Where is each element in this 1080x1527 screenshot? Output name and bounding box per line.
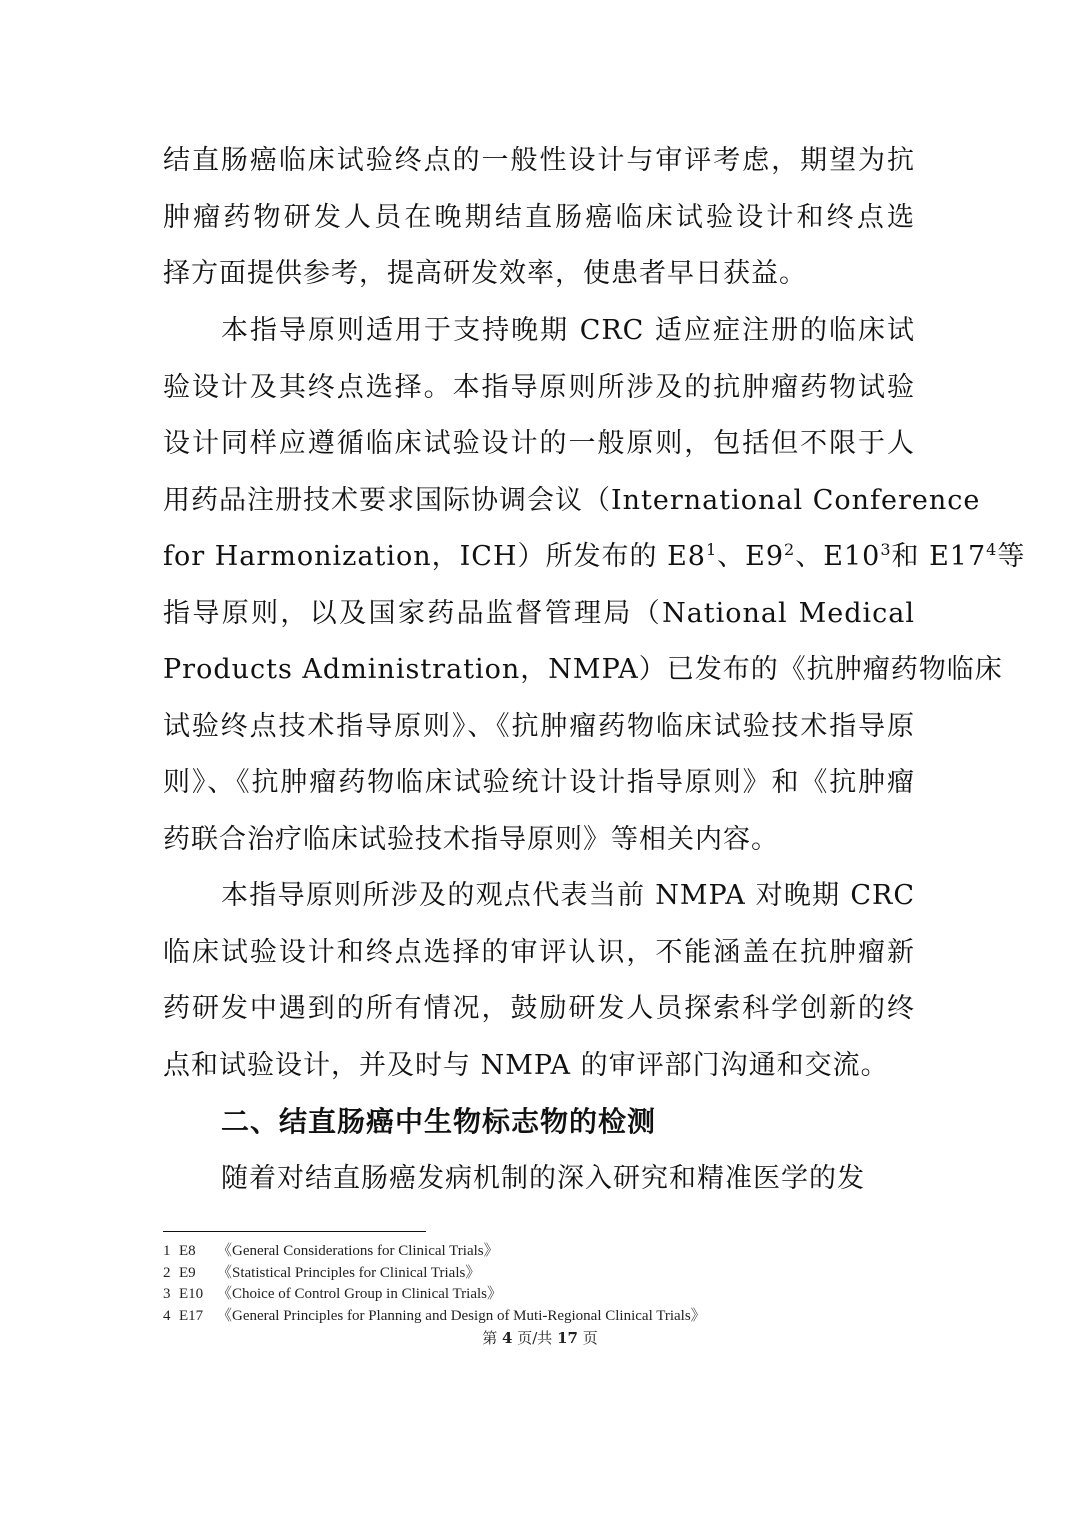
paragraph-line: 随着对结直肠癌发病机制的深入研究和精准医学的发 <box>221 1163 865 1194</box>
page-number <box>0 1327 1080 1349</box>
paragraph-line: 用药品注册技术要求国际协调会议（International Conference <box>163 485 981 516</box>
footnote <box>163 1283 502 1305</box>
paragraph-line: 验设计及其终点选择。本指导原则所涉及的抗肿瘤药物试验 <box>163 372 915 403</box>
pager-prefix: 第 <box>482 1329 498 1347</box>
footnote-code: E9 <box>179 1265 196 1281</box>
footnote-number: 3 <box>163 1286 171 1302</box>
footnote-ref[interactable]: 4 <box>986 540 998 559</box>
footnote-code: E17 <box>179 1308 204 1324</box>
paragraph-line: 药联合治疗临床试验技术指导原则》等相关内容。 <box>163 824 779 855</box>
section-heading: 二、结直肠癌中生物标志物的检测 <box>221 1105 657 1138</box>
footnote-number: 4 <box>163 1308 171 1324</box>
paragraph-line: 设计同样应遵循临床试验设计的一般原则，包括但不限于人 <box>163 428 915 459</box>
ich-line-text: for Harmonization，ICH）所发布的 E8 <box>163 541 706 572</box>
current-page: 4 <box>502 1329 513 1347</box>
paragraph-line: Products Administration，NMPA）已发布的《抗肿瘤药物临床 <box>163 654 1003 685</box>
paragraph-line: 则》、《抗肿瘤药物临床试验统计设计指导原则》和《抗肿瘤 <box>163 767 915 798</box>
paragraph-line: 指导原则，以及国家药品监督管理局（National Medical <box>163 598 915 629</box>
pager-middle: 页/共 <box>517 1329 553 1347</box>
footnote-title: 《Statistical Principles for Clinical Trials》 <box>217 1265 481 1281</box>
paragraph-line: 临床试验设计和终点选择的审评认识，不能涵盖在抗肿瘤新 <box>163 937 915 968</box>
footnote-code: E8 <box>179 1243 196 1259</box>
footnote <box>163 1240 499 1262</box>
paragraph-line: 本指导原则所涉及的观点代表当前 NMPA 对晚期 CRC <box>221 880 915 911</box>
ich-line-text: 等 <box>997 541 1026 572</box>
footnote-number: 2 <box>163 1265 171 1281</box>
footnote-number: 1 <box>163 1243 171 1259</box>
footnote <box>163 1262 480 1284</box>
paragraph-line: 点和试验设计，并及时与 NMPA 的审评部门沟通和交流。 <box>163 1050 889 1081</box>
ich-line-text: 、E10 <box>795 541 881 572</box>
footnote-title: 《General Principles for Planning and Design of Muti-Regional Clinical Trials》 <box>217 1308 706 1324</box>
footnote-divider <box>163 1231 426 1232</box>
ich-guideline-line <box>163 528 1026 585</box>
paragraph-line: 肿瘤药物研发人员在晚期结直肠癌临床试验设计和终点选 <box>163 202 915 233</box>
footnote-title: 《Choice of Control Group in Clinical Trials》 <box>217 1286 502 1302</box>
footnote-ref[interactable]: 1 <box>705 540 718 559</box>
footnote-code: E10 <box>179 1286 204 1302</box>
ich-line-text: 和 E17 <box>891 541 987 572</box>
footnote-title: 《General Considerations for Clinical Trials》 <box>217 1243 499 1259</box>
paragraph-line: 择方面提供参考，提高研发效率，使患者早日获益。 <box>163 258 807 289</box>
total-pages: 17 <box>557 1329 578 1347</box>
footnote-ref[interactable]: 2 <box>784 540 796 559</box>
footnote-ref[interactable]: 3 <box>880 540 892 559</box>
paragraph-line: 结直肠癌临床试验终点的一般性设计与审评考虑，期望为抗 <box>163 145 915 176</box>
paragraph-line: 本指导原则适用于支持晚期 CRC 适应症注册的临床试 <box>221 315 915 346</box>
footnote <box>163 1305 706 1327</box>
paragraph-line: 试验终点技术指导原则》、《抗肿瘤药物临床试验技术指导原 <box>163 711 915 742</box>
ich-line-text: 、E9 <box>717 541 785 572</box>
paragraph-line: 药研发中遇到的所有情况，鼓励研发人员探索科学创新的终 <box>163 993 915 1024</box>
pager-suffix: 页 <box>582 1329 598 1347</box>
